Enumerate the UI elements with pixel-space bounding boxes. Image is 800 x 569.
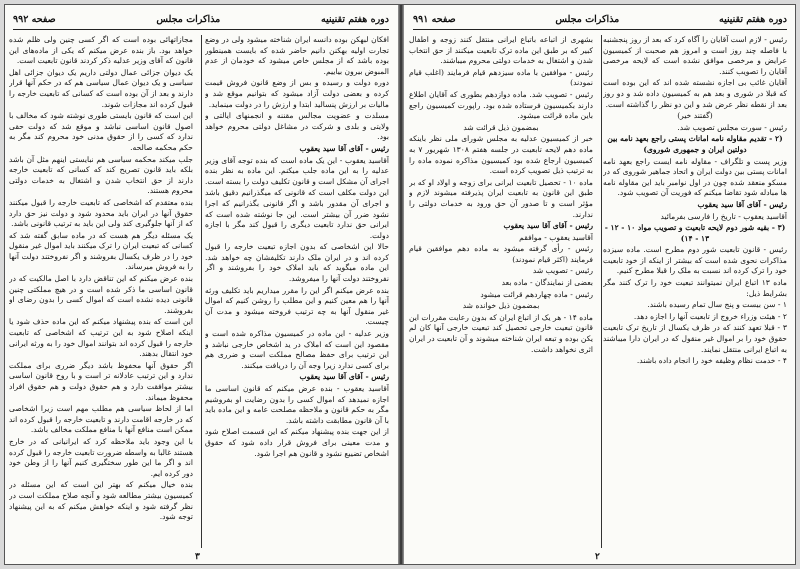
paragraph: آقاسید یعقوب - این یک ماده است که بنده توجه آقای وزیر عدلیه را به این ماده جلب میکنم. این ماده به نظر بنده اجرای آن مشکل است و قانون تکلیف دولت را بسته است.: [205, 155, 389, 186]
left-page-folio: ۳: [195, 552, 200, 562]
list-item: ۴ - خدمت نظام وظیفه خود را انجام داده باشند.: [636, 356, 787, 366]
paragraph: آقاسید یعقوب - تاریخ را فارسی بفرمائید: [660, 211, 787, 221]
right-page-right-column: [603, 35, 787, 548]
paragraph: رئیس - قانون تابعیت شور دوم مطرح است. ماده سیزده مذاکرات نحوی شده است که بیشتر از اینکه از خود تابعیت خود را ترک کرده اند نسبت به ملک را قبلا مطرح کنیم.: [603, 245, 787, 276]
paragraph: افکان لبهکن بوده دانسه ایران شناخته میشود ولی در وضع تجارت اولیه بهکنن دانیم حاضر شده که بایست همینطور بوده باشد که از مجلس خاص میشود که خودمان از عدم المبوض بیرون بیاییم.: [205, 35, 389, 76]
right-header-rule: [413, 29, 787, 30]
paragraph: بنده عرض میکنم که این تناقض دارد با اصل مالکیت که در قانون اساسی ما ذکر شده است و در هیچ مملکتی چنین قانونی دیده نشده است که اموال کسی را بدون رضای او بفروشند.: [9, 274, 193, 315]
right-page-folio: ۲: [595, 552, 600, 562]
section-heading: (۳ - بقیه شور دوم لایحه تابعیت و تصویب مواد ۱۰ - ۱۲ - ۱۳ - ۱۴): [604, 223, 786, 243]
paragraph: ماده ۱۳ اتباع ایران نمیتوانند تبعیت خود را ترک کنند مگر بشرایط ذیل:: [603, 278, 787, 298]
paragraph: بشهری از اتباعه باتباع ایرانی منتقل کنند زوجه و اطفال کبیر که بر طبق این ماده ترک تابعیت میکنند از حق انتخاب شدن و اشتغال به خدمات دولتی محروم میباشند.: [409, 35, 593, 66]
paragraph: مسلدت و عضویت مجالس مقننه و انجمنهای ایالتی و ولایتی و بلدی و شرکت در مشاغل دولتی محروم خواهد بود.: [205, 111, 389, 142]
paragraph: (گفتند خیر): [677, 111, 713, 121]
paragraph: رئیس - موافقین با ماده سیزدهم قیام فرمایند (اغلب قیام نمودند): [409, 67, 593, 88]
speaker-line: رئیس - آقای آقا سید یعقوب: [503, 221, 593, 231]
paragraph: بعضی از نمایندگان - ماده بعد: [501, 278, 593, 288]
right-page-left-column: [409, 35, 593, 548]
paragraph: وزیر عدلیه - این ماده در کمیسیون مذاکره شده است و مقصود این است که املاک در ید اشخاص خارجی نباشد و این ترتیب برای حفظ مصالح مملکت است و ضرری هم برای کسی ندارد زیرا وجه آن را دریافت میکنند.: [205, 329, 389, 370]
paragraph: این دولت مکلف است که قانونی که میگذرانیم دقیق باشد و اجرای آن مقدور باشد و اگر قانونی بگذرانیم که اجرا نشود ضرر آن بیشتر است. این جا نوشته شده است که ایرانی حق ندارد تابعیت دیگری را قبول کند مگر با اجازه دولت.: [205, 188, 389, 240]
speaker-line: رئیس - آقای آقا سید یعقوب: [697, 199, 787, 209]
list-item: ۱ - سن بیست و پنج سال تمام رسیده باشند.: [647, 300, 787, 310]
paragraph: آقاسید یعقوب - موافقم: [519, 232, 593, 242]
paragraph: وزیر پست و تلگراف - مقاوله نامه ایست راجع بعهد نامه امانات پستی بین دولت ایران و اتحاد جماهیر شوروی که در مسکو منعقد شده چون در اول نوامبر باید این مقاوله نامه ها مبادله شود تقاضا میکنم که فوریت آن تصویب شود.: [603, 156, 787, 198]
right-page: [405, 5, 795, 564]
paragraph: بنده خیال میکنم که بهتر این است که این مسئله در کمیسیون بیشتر مطالعه شود و آنچه صلاح مملکت است در نظر گرفته شود و اینکه خواهش میکنم که به این پیشنهاد توجه شود.: [9, 480, 193, 522]
paragraph: اما از لحاظ سیاسی هم مطلب مهم است زیرا اشخاصی که در خارجه اقامت دارند و تابعیت خارجه را قبول کرده اند ممکن است منافع آنها با منافع مملکت مخالف باشد.: [9, 404, 193, 435]
left-page-title: مذاکرات مجلس: [156, 13, 221, 25]
left-page-left-column: [9, 35, 193, 548]
paragraph: رئیس - تصویب شد. ماده دوازدهم بطوری که آقایان اطلاع دارند بکمیسیون فرستاده شده بود. راپورت کمیسیون راجع باین ماده قرائت میشود.: [409, 89, 593, 121]
section-heading: (۲ - تقدیم مقاوله نامه امانات پستی راجع بعهد نامه بین دولتین ایران و جمهوری شوروی): [607, 134, 783, 154]
left-page-session: دوره هفتم تقنینیه: [320, 13, 389, 25]
left-page-number: صفحه ۹۹۲: [13, 13, 56, 25]
paragraph: بمضمون ذیل قرائت شد: [463, 122, 539, 132]
paragraph: رئیس - لازم است آقایان را آگاه کرد که بعد از روز پنجشنبه با فاصله چند روز است و امروز هم صحبت از کمیسیون عرایض و مرخصی موافق نشده است که لایحه مرخصی آقایان را تصویب کنند.: [603, 35, 787, 76]
paragraph: جلب میکند محکمه سیاسی هم نبایستی اینهم مثل آن باشد بلکه باید قانون تصریح کند که کسانی که تابعیت خارجه دارند از حق انتخاب شدن و اشتغال به خدمات دولتی محروم هستند.: [9, 154, 193, 196]
paragraph: از این جهت بنده پیشنهاد میکنم که این قسمت اصلاح شود و مدت معینی برای فروش قرار داده شود که حقوق اشخاص تضییع نشود و قانون هم اجرا شود.: [205, 427, 389, 458]
right-page-title: مذاکرات مجلس: [555, 13, 620, 25]
right-page-header: [413, 11, 787, 27]
paragraph: یک دیوان جزائی عمال دولتی داریم یک دیوان جزائی اهل سیاسی و یک دیوان عمال سیاسی هم که در حکم آنها قرار دارند و بعد از آن بوده است که کسانی که تابعیت خارجه را قبول کرده اند مجازات شوند.: [9, 67, 193, 109]
paragraph: حالا این اشخاصی که بدون اجازه تبعیت خارجه را قبول کرده اند و در ایران ملک دارند تکلیفشان چه خواهد شد. این ماده میگوید که باید املاک خود را بفروشند و اگر نفروختند دولت آنها را میفروشد.: [205, 242, 389, 284]
paragraph: با این وجود باید ملاحظه کرد که ایرانیانی که در خارج هستند غالبا به واسطه ضرورت تابعیت خارجه را قبول کرده اند و اگر ما این طور سختگیری کنیم آنها را از وطن خود دور کرده ایم.: [9, 436, 193, 478]
list-item: ۲ - هیئت وزراء خروج از تابعیت آنها را اجازه دهد.: [633, 311, 787, 321]
paragraph: ماده ۱۴ - هر یک از اتباع ایران که بدون رعایت مقررات این قانون تبعیت خارجی تحصیل کند تبعیت خارجی آنها کان لم یکن بوده و تبعه ایران شناخته میشوند و آن تابعیت در ایران اثری نخواهد داشت.: [409, 312, 593, 354]
paragraph: آقاسید یعقوب - بنده عرض میکنم که قانون اساسی ما اجازه نمیدهد که اموال کسی را بدون رضایت او بفروشیم مگر به حکم قانون و ملاحظه مصلحت عامه و این ماده باید با آن قانون مطابقت داشته باشد.: [205, 384, 389, 425]
paragraph: این است که بنده پیشنهاد میکنم که این ماده حذف شود یا اینکه اصلاح شود به این ترتیب که اشخاصی که تابعیت خارجه را قبول کرده اند بتوانند اموال خود را به ورثه ایرانی خود انتقال بدهند.: [9, 317, 193, 359]
book-spread: [4, 4, 796, 565]
paragraph: رئیس - تصویب شد: [532, 266, 593, 276]
book-gutter: [398, 5, 404, 564]
right-page-number: صفحه ۹۹۱: [413, 13, 456, 25]
paragraph: رئیس - ماده چهاردهم قرائت میشود: [480, 289, 593, 299]
left-page-column-rule: [201, 35, 202, 548]
left-page-header: [13, 11, 389, 27]
paragraph: آقایان غائب بی اجازه نشسته شده اند که این بوده است که قبلا در شوری و بعد هم به کمیسیون داده شد و دو روز بعد از نقطه نظر عرض شد و این دو نظر را گذاشته است.: [603, 78, 787, 109]
list-item: ۳ - قبلا تعهد کنند که در ظرف یکسال از تاریخ ترک تابعیت حقوق خود را بر اموال غیر منقول که در ایران دارا میباشند به اتباع ایرانی منتقل نمایند.: [603, 323, 787, 354]
right-page-session: دوره هفتم تقنینیه: [718, 13, 787, 25]
paragraph: رئیس - سورت مجلس تصویب شد.: [677, 122, 787, 132]
left-page: [5, 5, 397, 564]
speaker-line: رئیس - آقای آقا سید یعقوب: [299, 143, 389, 153]
paragraph: خبر از کمیسیون عدلیه به مجلس شورای ملی نظر باینکه ماده دهم لایحه تابعیت در جلسه هفتم ۱۳۰۸ شهریور ۷ به کمیسیون ارجاع شده بود کمیسیون مذاکره نموده ماده را به ترتیب ذیل تصویب کرده است.: [409, 134, 593, 176]
paragraph: اگر حقوق آنها محفوظ باشد دیگر ضرری برای مملکت ندارد و این ترتیب عادلانه تر است و با روح قانون اساسی بیشتر موافقت دارد و هم حقوق دولت و هم حقوق افراد محفوظ میماند.: [9, 360, 193, 402]
paragraph: مجازاتهائی بوده است که اگر کسی چنین ولی ظلم شده خواهد بود. باز بنده عرض میکنم که یکی از ماده‌های این قانون که آقای وزیر عدلیه ذکر کردند قانون تابعیت است.: [9, 35, 193, 66]
right-page-column-rule: [601, 35, 602, 548]
paragraph: این است که قانون بایستی طوری نوشته شود که مخالف با اصول قانون اساسی نباشد و موقع شد که دولت حقی ندارد که کسی را از حقوق مدنی خود محروم کند مگر به حکم محکمه صالحه.: [9, 111, 193, 152]
paragraph: یک مسئله دیگر هم هست که در ماده سابق گفته شد که کسانی که تبعیت ایران را ترک میکنند باید اموال غیر منقول خود را در ظرف یکسال بفروشند و اگر نفروختند دولت آنها را به فروش میرساند.: [9, 230, 193, 272]
left-header-rule: [13, 29, 389, 30]
paragraph: رئیس - رأی گرفته میشود به ماده دهم موافقین قیام فرمایند (اکثر قیام نمودند): [409, 244, 593, 264]
paragraph: بمضمون ذیل خوانده شد: [462, 301, 540, 311]
left-page-right-column: [205, 35, 389, 548]
paragraph: بنده عرض میکنم اگر این را مقرر میداریم باید تکلیف ورثه آنها را هم معین کنیم و این مطلب را روشن کنیم که اموال غیر منقول آنها به چه ترتیب فروخته میشود و مدت آن چیست.: [205, 285, 389, 327]
paragraph: بنده معتقدم که اشخاصی که تابعیت خارجه را قبول میکنند حقوق آنها در ایران باید محدود شود و دولت نیز حق دارد که از آنها جلوگیری کند ولی این باید به ترتیب قانونی باشد.: [9, 197, 193, 229]
paragraph: ماده ۱۰ - تحصیل تابعیت ایرانی برای زوجه و اولاد او که بر طبق این قانون به تابعیت ایران پذیرفته میشوند لازم و مؤثر است و تا صدور آن حق ورود به خدمات دولتی را ندارند.: [409, 177, 593, 219]
paragraph: دوره دولت و رسیده و بس از وضع قانون فروش قیمت کرده و بعضی دولت آزاد میشود که بتوانیم موقع شد و مالیات بر ارزش پنسالید ابتدا و ارزش را در دولت مینماید.: [205, 78, 389, 109]
speaker-line: رئیس - آقای آقا سید یعقوب: [299, 372, 389, 382]
